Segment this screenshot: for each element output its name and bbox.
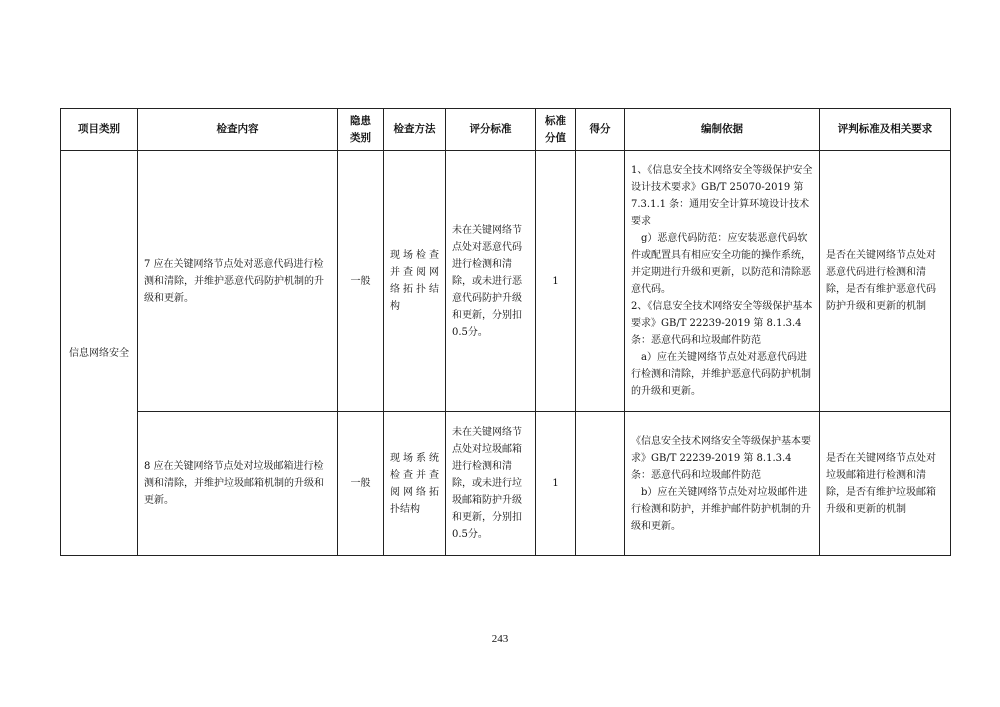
- header-basis: 编制依据: [625, 109, 820, 151]
- basis-cell: 《信息安全技术网络安全等级保护基本要求》GB/T 22239-2019 第 8.1.3.4 条：恶意代码和垃圾邮件防范 b）应在关键网络节点处对垃圾邮件进行检测和防护，并维护邮件防护机制的升级和更新。: [625, 412, 820, 556]
- table-row: [61, 151, 951, 412]
- table-row: [61, 412, 951, 556]
- page-number: 243: [491, 633, 509, 645]
- content-cell: 8 应在关键网络节点处对垃圾邮箱进行检测和清除，并维护垃圾邮箱机制的升级和更新。: [138, 412, 338, 556]
- header-scoring: 评分标准: [446, 109, 536, 151]
- hazard-cell: 一般: [338, 151, 384, 412]
- basis-cell: 1、《信息安全技术网络安全等级保护安全设计技术要求》GB/T 25070-2019 第7.3.1.1 条：通用安全计算环境设计技术要求 g）恶意代码防范：应安装恶意代码软件或配置具有相应安全功能的操作系统，并定期进行升级和更新，以防范和清除恶意代码。 2、《信息安全技术网络安全等级保护基本要求》GB/T 22239-2019 第 8.1.3.4 条：恶意代码和垃圾邮件防范 a）应在关键网络节点处对恶意代码进行检测和清除，并维护恶意代码防护机制的升级和更新。: [625, 151, 820, 412]
- header-hazard: 隐患 类别: [338, 109, 384, 151]
- method-cell: 现场检查并查阅网络拓扑结构: [384, 151, 446, 412]
- inspection-table: [60, 108, 951, 556]
- score-cell: [576, 412, 625, 556]
- hazard-cell: 一般: [338, 412, 384, 556]
- score-cell: [576, 151, 625, 412]
- header-points: 标准 分值: [536, 109, 576, 151]
- scoring-cell: 未在关键网络节点处对恶意代码进行检测和清除，或未进行恶意代码防护升级和更新，分别扣0.5分。: [446, 151, 536, 412]
- method-cell: 现场系统检查并查阅网络拓扑结构: [384, 412, 446, 556]
- points-cell: 1: [536, 412, 576, 556]
- header-row: [61, 109, 951, 151]
- content-cell: 7 应在关键网络节点处对恶意代码进行检测和清除，并维护恶意代码防护机制的升级和更新。: [138, 151, 338, 412]
- header-content: 检查内容: [138, 109, 338, 151]
- header-method: 检查方法: [384, 109, 446, 151]
- points-cell: 1: [536, 151, 576, 412]
- scoring-cell: 未在关键网络节点处对垃圾邮箱进行检测和清除，或未进行垃圾邮箱防护升级和更新，分别扣0.5分。: [446, 412, 536, 556]
- criteria-cell: 是否在关键网络节点处对恶意代码进行检测和清除，是否有维护恶意代码防护升级和更新的机制: [820, 151, 951, 412]
- header-category: 项目类别: [61, 109, 138, 151]
- category-cell: 信息网络安全: [61, 151, 138, 556]
- criteria-cell: 是否在关键网络节点处对垃圾邮箱进行检测和清除，是否有维护垃圾邮箱升级和更新的机制: [820, 412, 951, 556]
- header-score: 得分: [576, 109, 625, 151]
- header-criteria: 评判标准及相关要求: [820, 109, 951, 151]
